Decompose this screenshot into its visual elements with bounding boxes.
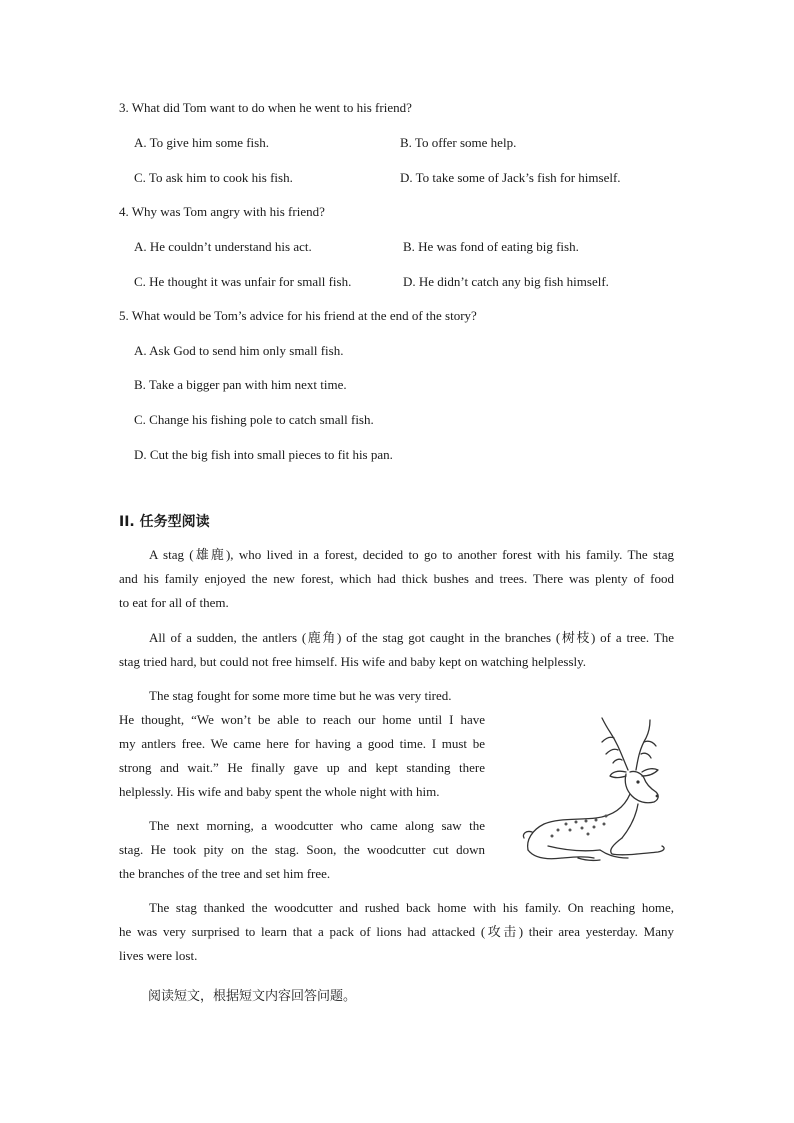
passage-line: strong and wait.” He finally gave up and kept standing there (119, 760, 485, 775)
stag-illustration (518, 712, 674, 862)
passage-paragraph-5 (119, 896, 674, 968)
passage-line: lives were lost. (119, 948, 198, 963)
question-4-option-c: C. He thought it was unfair for small fish. (134, 274, 352, 289)
passage-line: The stag fought for some more time but he was very tired. (149, 688, 452, 703)
passage-line: The next morning, a woodcutter who came along saw the (149, 818, 485, 833)
passage-line: and his family enjoyed the new forest, which had thick bushes and trees. There was plenty of food (119, 571, 674, 586)
question-5-option-a: A. Ask God to send him only small fish. (134, 343, 344, 358)
passage-line: he was very surprised to learn that a pack of lions had attacked (攻击) their area yesterday. Many (119, 924, 674, 939)
passage-paragraph-4 (119, 814, 485, 886)
passage-paragraph-1 (119, 543, 674, 615)
section-heading: II. 任务型阅读 (119, 514, 210, 530)
question-4-option-a: A. He couldn’t understand his act. (134, 239, 312, 254)
question-3-option-d: D. To take some of Jack’s fish for himself. (400, 170, 621, 185)
passage-line: my antlers free. We came here for having a good time. I must be (119, 736, 485, 751)
question-5-option-c: C. Change his fishing pole to catch small fish. (134, 412, 374, 427)
passage-paragraph-3 (119, 684, 485, 804)
passage-line: to eat for all of them. (119, 595, 229, 610)
question-4-option-d: D. He didn’t catch any big fish himself. (403, 274, 609, 289)
passage-paragraph-2 (119, 626, 674, 674)
passage-line: the branches of the tree and set him free. (119, 866, 331, 881)
question-5-stem: 5. What would be Tom’s advice for his friend at the end of the story? (119, 308, 477, 323)
passage-line: helplessly. His wife and baby spent the whole night with him. (119, 784, 440, 799)
passage-line: stag tried hard, but could not free himself. His wife and baby kept on watching helplessly. (119, 654, 587, 669)
question-3-option-c: C. To ask him to cook his fish. (134, 170, 293, 185)
question-5-option-b: B. Take a bigger pan with him next time. (134, 377, 347, 392)
passage-line: The stag thanked the woodcutter and rushed back home with his family. On reaching home, (149, 900, 674, 915)
question-4-option-b: B. He was fond of eating big fish. (403, 239, 579, 254)
passage-line: A stag (雄鹿), who lived in a forest, decided to go to another forest with his family. The stag (149, 547, 674, 562)
question-4-stem: 4. Why was Tom angry with his friend? (119, 204, 325, 219)
passage-line: stag. He took pity on the stag. Soon, the woodcutter cut down (119, 842, 485, 857)
question-3-option-a: A. To give him some fish. (134, 135, 269, 150)
passage-line: All of a sudden, the antlers (鹿角) of the stag got caught in the branches (树枝) of a tree. The (149, 630, 674, 645)
question-3-option-b: B. To offer some help. (400, 135, 517, 150)
passage-line: He thought, “We won’t be able to reach our home until I have (119, 712, 485, 727)
question-5-option-d: D. Cut the big fish into small pieces to fit his pan. (134, 447, 393, 462)
question-3-stem: 3. What did Tom want to do when he went to his friend? (119, 100, 412, 115)
reading-instruction: 阅读短文，根据短文内容回答问题。 (148, 989, 357, 1004)
